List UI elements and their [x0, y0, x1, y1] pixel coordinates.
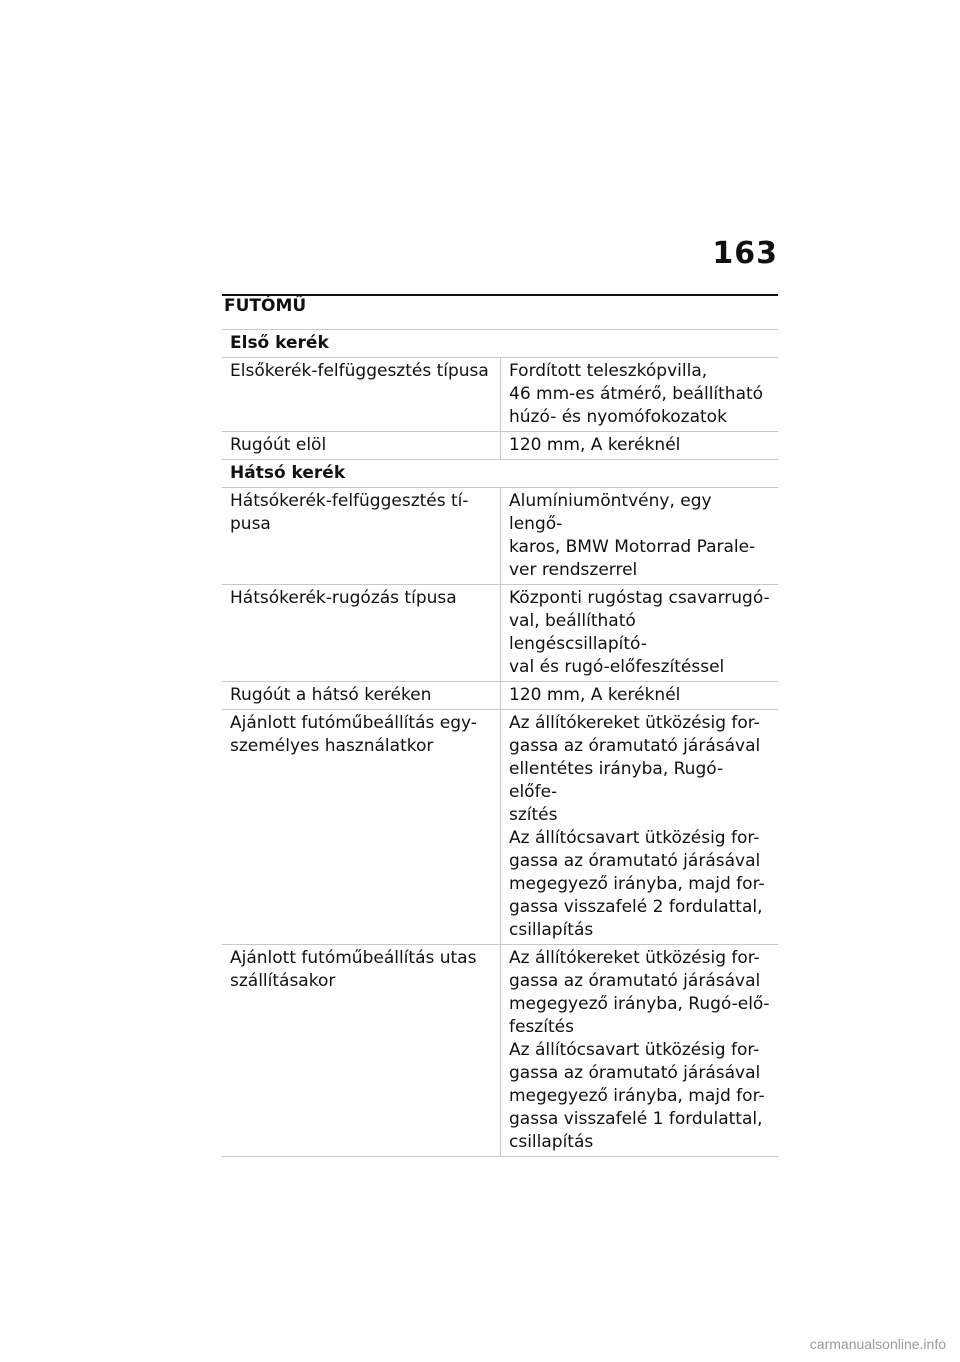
table-row — [222, 945, 778, 1157]
spec-label-line: Ajánlott futóműbeállítás utas — [230, 948, 477, 968]
group-heading-front: Első kerék — [222, 330, 778, 358]
group-heading-rear: Hátsó kerék — [222, 460, 778, 488]
spec-value-line: val és rugó-előfeszítéssel — [509, 657, 725, 677]
table-row — [222, 358, 778, 432]
group-row-front — [222, 330, 778, 358]
spec-label-line: szállításakor — [230, 971, 336, 991]
spec-value — [501, 488, 779, 585]
spec-value-line: ellentétes irányba, Rugó-előfe- — [509, 759, 724, 802]
spec-value-line: megegyező irányba, Rugó-elő- — [509, 994, 770, 1014]
spec-value-line: Az állítócsavart ütközésig for- — [509, 1040, 760, 1060]
spec-value-line: gassa visszafelé 1 fordulattal, — [509, 1109, 763, 1129]
spec-value-line: Központi rugóstag csavarrugó- — [509, 588, 770, 608]
spec-value-line: megegyező irányba, majd for- — [509, 1086, 765, 1106]
spec-label-line: Hátsókerék-rugózás típusa — [230, 588, 457, 608]
spec-label — [222, 585, 501, 682]
spec-value — [501, 585, 779, 682]
spec-label-line: Rugóút a hátsó keréken — [230, 685, 432, 705]
spec-label-line: Ajánlott futóműbeállítás egy- — [230, 713, 477, 733]
spec-value-line: gassa az óramutató járásával — [509, 851, 761, 871]
spec-value-line: Az állítókereket ütközésig for- — [509, 948, 760, 968]
spec-value-line: Alumíniumöntvény, egy lengő- — [509, 491, 712, 534]
spec-label — [222, 358, 501, 432]
spec-value-line: csillapítás — [509, 1132, 594, 1152]
table-row — [222, 682, 778, 710]
spec-label — [222, 945, 501, 1157]
spec-value-line: megegyező irányba, majd for- — [509, 874, 765, 894]
suspension-spec-table — [222, 329, 778, 1157]
group-row-rear — [222, 460, 778, 488]
spec-value-line: húzó- és nyomófokozatok — [509, 407, 727, 427]
spec-value-line: karos, BMW Motorrad Parale- — [509, 537, 756, 557]
spec-value-line: gassa az óramutató járásával — [509, 1063, 761, 1083]
spec-value-line: 120 mm, A keréknél — [509, 435, 681, 455]
spec-label-line: Rugóút elöl — [230, 435, 327, 455]
spec-value-line: 46 mm-es átmérő, beállítható — [509, 384, 764, 404]
spec-value-line: gassa visszafelé 2 fordulattal, — [509, 897, 763, 917]
spec-value-line: Fordított teleszkópvilla, — [509, 361, 708, 381]
footer-watermark-link[interactable]: carmanualsonline.info — [809, 1336, 946, 1352]
table-row — [222, 585, 778, 682]
spec-label — [222, 432, 501, 460]
spec-value — [501, 710, 779, 945]
spec-value-line: Az állítókereket ütközésig for- — [509, 713, 760, 733]
spec-label-line: pusa — [230, 514, 271, 534]
spec-value-line: ver rendszerrel — [509, 560, 638, 580]
table-row — [222, 432, 778, 460]
spec-value-line: csillapítás — [509, 920, 594, 940]
spec-label — [222, 682, 501, 710]
spec-value — [501, 432, 779, 460]
spec-label-line: Elsőkerék-felfüggesztés típusa — [230, 361, 489, 381]
spec-label-line: Hátsókerék-felfüggesztés tí- — [230, 491, 469, 511]
spec-value — [501, 945, 779, 1157]
spec-label-line: személyes használatkor — [230, 736, 434, 756]
spec-label — [222, 488, 501, 585]
page-number: 163 — [712, 236, 778, 271]
spec-value-line: szítés — [509, 805, 558, 825]
spec-value-line: 120 mm, A keréknél — [509, 685, 681, 705]
spec-value — [501, 682, 779, 710]
spec-value-line: gassa az óramutató járásával — [509, 736, 761, 756]
spec-value-line: Az állítócsavart ütközésig for- — [509, 828, 760, 848]
section-title: FUTÓMŰ — [224, 296, 307, 316]
spec-value-line: val, beállítható lengéscsillapító- — [509, 611, 647, 654]
table-row — [222, 488, 778, 585]
spec-value — [501, 358, 779, 432]
spec-value-line: gassa az óramutató járásával — [509, 971, 761, 991]
spec-value-line: feszítés — [509, 1017, 574, 1037]
table-row — [222, 710, 778, 945]
spec-label — [222, 710, 501, 945]
